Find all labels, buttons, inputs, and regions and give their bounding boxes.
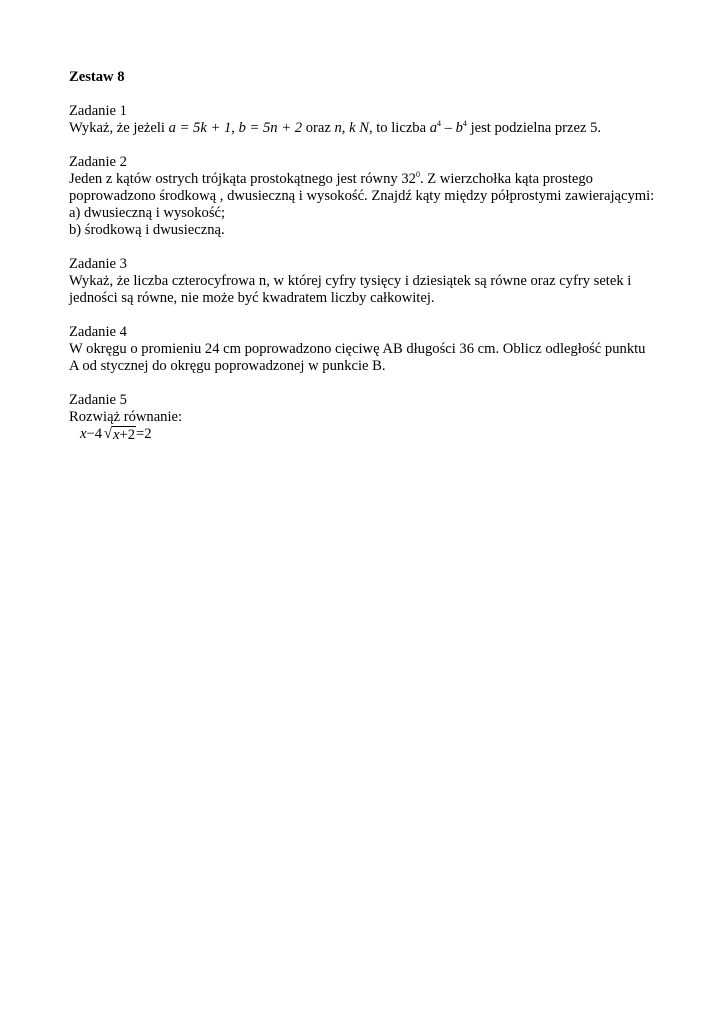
task-1-text-part: Wykaż, że jeżeli	[69, 120, 169, 136]
task-2-line-4: b) środkową i dwusieczną.	[69, 222, 225, 238]
equation-coefficient: 4	[94, 426, 103, 442]
task-2-line-1	[69, 171, 669, 188]
equation-constant: 2	[127, 427, 136, 443]
task-1-math-a4: a	[429, 120, 438, 136]
square-root	[104, 426, 136, 443]
task-1-text-part: ,	[231, 120, 239, 136]
equation-rhs: 2	[144, 426, 152, 442]
task-1-text-part: oraz	[302, 120, 335, 136]
task-2-text-part: . Z wierzchołka kąta prostego	[419, 171, 593, 187]
task-5-heading: Zadanie 5	[69, 392, 127, 408]
task-1-math-nk: n, k N	[334, 120, 369, 136]
equation-var-x: x	[80, 426, 87, 442]
task-1-text-part: jest podzielna przez 5.	[466, 120, 602, 136]
radicand	[112, 426, 136, 443]
task-1-text-part: , to liczba	[368, 120, 430, 136]
task-4	[69, 324, 669, 375]
task-1-math-b4: b	[455, 120, 463, 136]
equation-plus: +	[119, 427, 128, 443]
task-1-exponent: 4	[437, 119, 442, 128]
task-1-heading: Zadanie 1	[69, 103, 127, 119]
equation-minus: −	[86, 426, 95, 442]
task-2-line-2: poprowadzono środkową , dwusieczną i wysokość. Znajdź kąty między półprostymi zawierającymi:	[69, 188, 655, 204]
radical-sign: √	[104, 425, 113, 443]
task-1-math-a: a = 5k + 1	[168, 120, 232, 136]
task-5-equation	[69, 426, 669, 443]
task-1	[69, 103, 669, 137]
equation-var-x-inner: x	[113, 427, 120, 443]
page-title: Zestaw 8	[69, 69, 125, 85]
task-2-text-part: Jeden z kątów ostrych trójkąta prostokątnego jest równy 32	[69, 171, 416, 187]
task-1-text-part: –	[441, 120, 456, 136]
task-1-math-b: b = 5n + 2	[238, 120, 303, 136]
task-2-degree-mark: 0	[415, 170, 420, 179]
task-3-line-2: jedności są równe, nie może być kwadratem liczby całkowitej.	[69, 290, 435, 306]
task-4-heading: Zadanie 4	[69, 324, 127, 340]
document-page	[69, 69, 669, 460]
task-1-exponent: 4	[462, 119, 467, 128]
task-4-line-2: A od stycznej do okręgu poprowadzonej w punkcie B.	[69, 358, 386, 374]
task-2-heading: Zadanie 2	[69, 154, 127, 170]
task-3-line-1: Wykaż, że liczba czterocyfrowa n, w której cyfry tysięcy i dziesiątek są równe oraz cyfry setek i	[69, 273, 632, 289]
task-2-line-3: a) dwusieczną i wysokość;	[69, 205, 226, 221]
task-5	[69, 392, 669, 443]
task-1-text	[69, 120, 669, 137]
task-5-line-1: Rozwiąż równanie:	[69, 409, 183, 425]
task-4-line-1: W okręgu o promieniu 24 cm poprowadzono cięciwę AB długości 36 cm. Oblicz odległość punktu	[69, 341, 646, 357]
task-2	[69, 154, 669, 239]
task-3-heading: Zadanie 3	[69, 256, 127, 272]
equation-equals: =	[136, 426, 145, 442]
task-3	[69, 256, 669, 307]
